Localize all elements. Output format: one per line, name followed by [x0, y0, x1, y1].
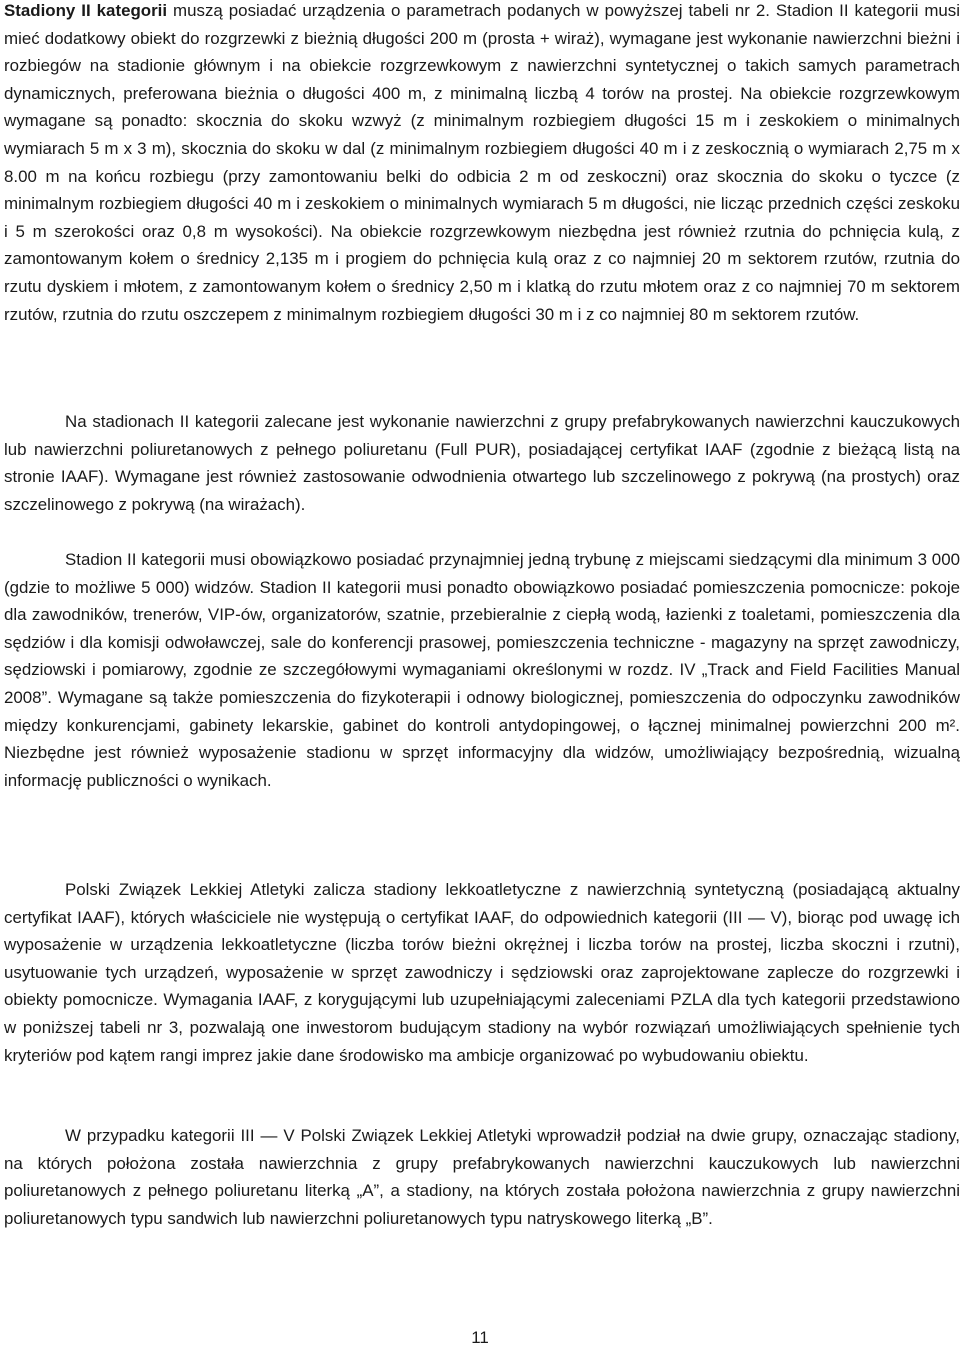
- paragraph-stadium-category-2-requirements: [4, 0, 960, 328]
- paragraph-body: muszą posiadać urządzenia o parametrach podanych w powyższej tabeli nr 2. Stadion II kategorii musi mieć dodatkowy obiekt do rozgrzewki z bieżnią długości 200 m (prosta + wiraż), wymagane jest wykonanie nawierzchni bieżni i rozbiegów na stadionie głównym i na obiekcie rozgrzewkowym z nawierzchni syntetycznej o takich samych parametrach dynamicznych, preferowana bieżnia o długości 400 m, z minimalną liczbą 4 torów na prostej. Na obiekcie rozgrzewkowym wymagane są ponadto: skocznia do skoku wzwyż (z minimalnym rozbiegiem długości 15 m i zeskokiem o minimalnych wymiarach 5 m x 3 m), skocznia do skoku w dal (z minimalnym rozbiegiem długości 40 m i z zeskocznią o wymiarach 2,75 m x 8.00 m na końcu rozbiegu (przy zamontowaniu belki do odbicia 2 m od zeskoczni) oraz skocznia do skoku o tyczce (z minimalnym rozbiegiem długości 40 m i zeskokiem o minimalnych wymiarach 5 m długości, nie licząc przednich części zeskoku i 5 m szerokości oraz 0,8 m wysokości). Na obiekcie rozgrzewkowym niezbędna jest również rzutnia do pchnięcia kulą, z zamontowanym kołem o średnicy 2,135 m i progiem do pchnięcia kulą oraz z co najmniej 20 m sektorem rzutów, rzutnia do rzutu dyskiem i młotem, z zamontowanym kołem o średnicy 2,50 m i klatką do rzutu młotem oraz z co najmniej 70 m sektorem rzutów, rzutnia do rzutu oszczepem z minimalnym rozbiegiem długości 30 m i z co najmniej 80 m sektorem rzutów.: [4, 1, 960, 324]
- paragraph-lead-bold: Stadiony II kategorii: [4, 1, 168, 20]
- paragraph-surface-recommendations: Na stadionach II kategorii zalecane jest wykonanie nawierzchni z grupy prefabrykowanych nawierzchni kauczukowych lub nawierzchni poliuretanowych z pełnego poliuretanu (Full PUR), posiadającej certyfikat IAAF (zgodnie z bieżącą listą na stronie IAAF). Wymagane jest również zastosowanie odwodnienia otwartego lub szczelinowego z pokrywą (na prostych) oraz szczelinowego z pokrywą (na wirażach).: [4, 412, 960, 514]
- paragraph-grandstand-and-rooms: Stadion II kategorii musi obowiązkowo posiadać przynajmniej jedną trybunę z miejscami siedzącymi dla minimum 3 000 (gdzie to możliwe 5 000) widzów. Stadion II kategorii musi ponadto obowiązkowo posiadać pomieszczenia pomocnicze: pokoje dla zawodników, trenerów, VIP-ów, organizatorów, szatnie, przebieralnie z ciepłą wodą, łazienki z toaletami, pomieszczenia dla sędziów i dla komisji odwoławczej, sale do konferencji prasowej, pomieszczenia techniczne - magazyny na sprzęt zawodniczy, sędziowski i pomiarowy, zgodnie ze szczegółowymi wymaganiami określonymi w rozdz. IV „Track and Field Facilities Manual 2008”. Wymagane są także pomieszczenia do fizykoterapii i odnowy biologicznej, pomieszczenia do odpoczynku zawodników między konkurencjami, gabinety lekarskie, gabinet do kontroli antydopingowej, o łącznej minimalnej powierzchni 200 m². Niezbędne jest również wyposażenie stadionu w sprzęt informacyjny dla widzów, umożliwiający bezpośrednią, wizualną informację publiczności o wynikach.: [4, 550, 960, 790]
- page-number: 11: [471, 1328, 489, 1347]
- paragraph-category-groups-a-b: W przypadku kategorii III — V Polski Związek Lekkiej Atletyki wprowadził podział na dwie grupy, oznaczając stadiony, na których położona została nawierzchnia z grupy prefabrykowanych nawierzchni kauczukowych lub nawierzchni poliuretanowych z pełnego poliuretanu literką „A”, a stadiony, na których została położona nawierzchnia z grupy nawierzchni poliuretanowych typu sandwich lub nawierzchni poliuretanowych typu natryskowego literką „B”.: [4, 1126, 960, 1228]
- paragraph-pzla-categories: Polski Związek Lekkiej Atletyki zalicza stadiony lekkoatletyczne z nawierzchnią syntetyczną (posiadającą aktualny certyfikat IAAF), których właściciele nie występują o certyfikat IAAF, do odpowiednich kategorii (III — V), biorąc pod uwagę ich wyposażenie w urządzenia lekkoatletyczne (liczba torów bieżni okrężnej i liczba torów na prostej, liczba skoczni i rzutni), usytuowanie tych urządzeń, wyposażenie w sprzęt zawodniczy i sędziowski oraz zaprojektowane zaplecze do rozgrzewki i obiekty pomocnicze. Wymagania IAAF, z korygującymi lub uzupełniającymi zaleceniami PZLA dla tych kategorii przedstawiono w poniższej tabeli nr 3, pozwalają one inwestorom budującym stadiony na wybór rozwiązań umożliwiających spełnienie tych kryteriów pod kątem rangi imprez jakie dane środowisko ma ambicje organizować po wybudowaniu obiektu.: [4, 880, 960, 1065]
